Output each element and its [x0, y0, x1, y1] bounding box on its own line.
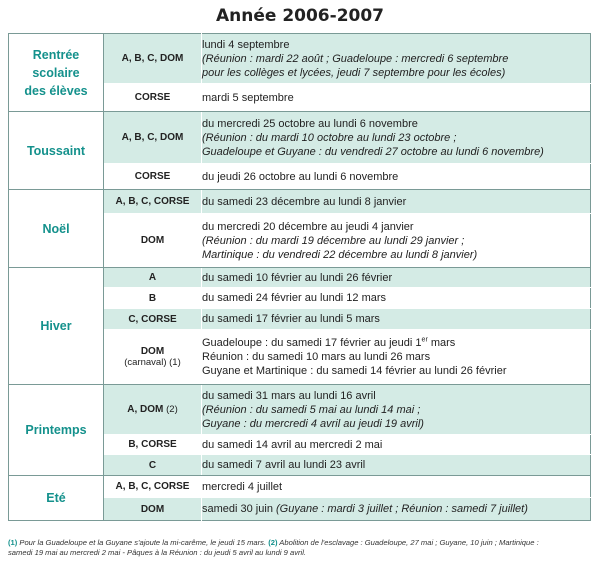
zone-cell: B, CORSE [104, 435, 202, 455]
dates-cell: du samedi 17 février au lundi 5 mars [202, 309, 591, 330]
table-row [9, 112, 591, 164]
zone-cell: A, B, C, DOM [104, 112, 202, 164]
table-row [9, 34, 591, 84]
period-toussaint: Toussaint [9, 112, 104, 190]
dates-cell: mercredi 4 juillet [202, 476, 591, 498]
zone-cell: A, DOM (2) [104, 385, 202, 435]
dates-cell: du samedi 23 décembre au lundi 8 janvier [202, 190, 591, 214]
dates-cell: du mercredi 25 octobre au lundi 6 novembre (Réunion : du mardi 10 octobre au lundi 23 octobre ; Guadeloupe et Guyane : du vendredi 27 octobre au lundi 6 novembre) [202, 112, 591, 164]
dates-cell: du samedi 10 février au lundi 26 février [202, 268, 591, 288]
period-hiver: Hiver [9, 268, 104, 385]
holiday-table [8, 33, 591, 521]
period-rentree: Rentrée scolaire des élèves [9, 34, 104, 112]
dates-cell: mardi 5 septembre [202, 84, 591, 112]
table-row [9, 385, 591, 435]
zone-cell: A, B, C, CORSE [104, 476, 202, 498]
zone-cell: A, B, C, CORSE [104, 190, 202, 214]
period-printemps: Printemps [9, 385, 104, 476]
zone-cell: DOM [104, 214, 202, 268]
zone-cell: B [104, 288, 202, 309]
zone-cell: C, CORSE [104, 309, 202, 330]
dates-cell: Guadeloupe : du samedi 17 février au jeudi 1er mars Réunion : du samedi 10 mars au lundi 26 mars Guyane et Martinique : du samedi 14 février au lundi 26 février [202, 330, 591, 385]
table-row [9, 268, 591, 288]
dates-cell: du jeudi 26 octobre au lundi 6 novembre [202, 164, 591, 190]
dates-cell: du samedi 7 avril au lundi 23 avril [202, 455, 591, 476]
dates-cell: lundi 4 septembre (Réunion : mardi 22 août ; Guadeloupe : mercredi 6 septembre pour les collèges et lycées, jeudi 7 septembre pour les écoles) [202, 34, 591, 84]
table-row [9, 190, 591, 214]
zone-cell: A [104, 268, 202, 288]
period-ete: Eté [9, 476, 104, 521]
zone-cell: DOM (carnaval) (1) [104, 330, 202, 385]
dates-cell: du samedi 14 avril au mercredi 2 mai [202, 435, 591, 455]
zone-cell: DOM [104, 498, 202, 521]
dates-cell: du mercredi 20 décembre au jeudi 4 janvier (Réunion : du mardi 19 décembre au lundi 29 janvier ; Martinique : du vendredi 22 décembre au lundi 8 janvier) [202, 214, 591, 268]
dates-cell: du samedi 31 mars au lundi 16 avril (Réunion : du samedi 5 mai au lundi 14 mai ; Guyane : du mercredi 4 avril au jeudi 19 avril) [202, 385, 591, 435]
dates-cell: samedi 30 juin (Guyane : mardi 3 juillet ; Réunion : samedi 7 juillet) [202, 498, 591, 521]
footnote: (1) Pour la Guadeloupe et la Guyane s'ajoute la mi-carême, le jeudi 15 mars. (2) Abolition de l'esclavage : Guadeloupe, 27 mai ; Guyane, 10 juin ; Martinique : samedi 19 mai au mercredi 2 mai - Pâques à la Réunion : du jeudi 5 avril au lundi 9 avril. [8, 538, 539, 557]
zone-cell: CORSE [104, 84, 202, 112]
dates-cell: du samedi 24 février au lundi 12 mars [202, 288, 591, 309]
page-title: Année 2006-2007 [215, 6, 385, 26]
zone-cell: CORSE [104, 164, 202, 190]
table-row [9, 476, 591, 498]
zone-cell: A, B, C, DOM [104, 34, 202, 84]
period-noel: Noël [9, 190, 104, 268]
zone-cell: C [104, 455, 202, 476]
